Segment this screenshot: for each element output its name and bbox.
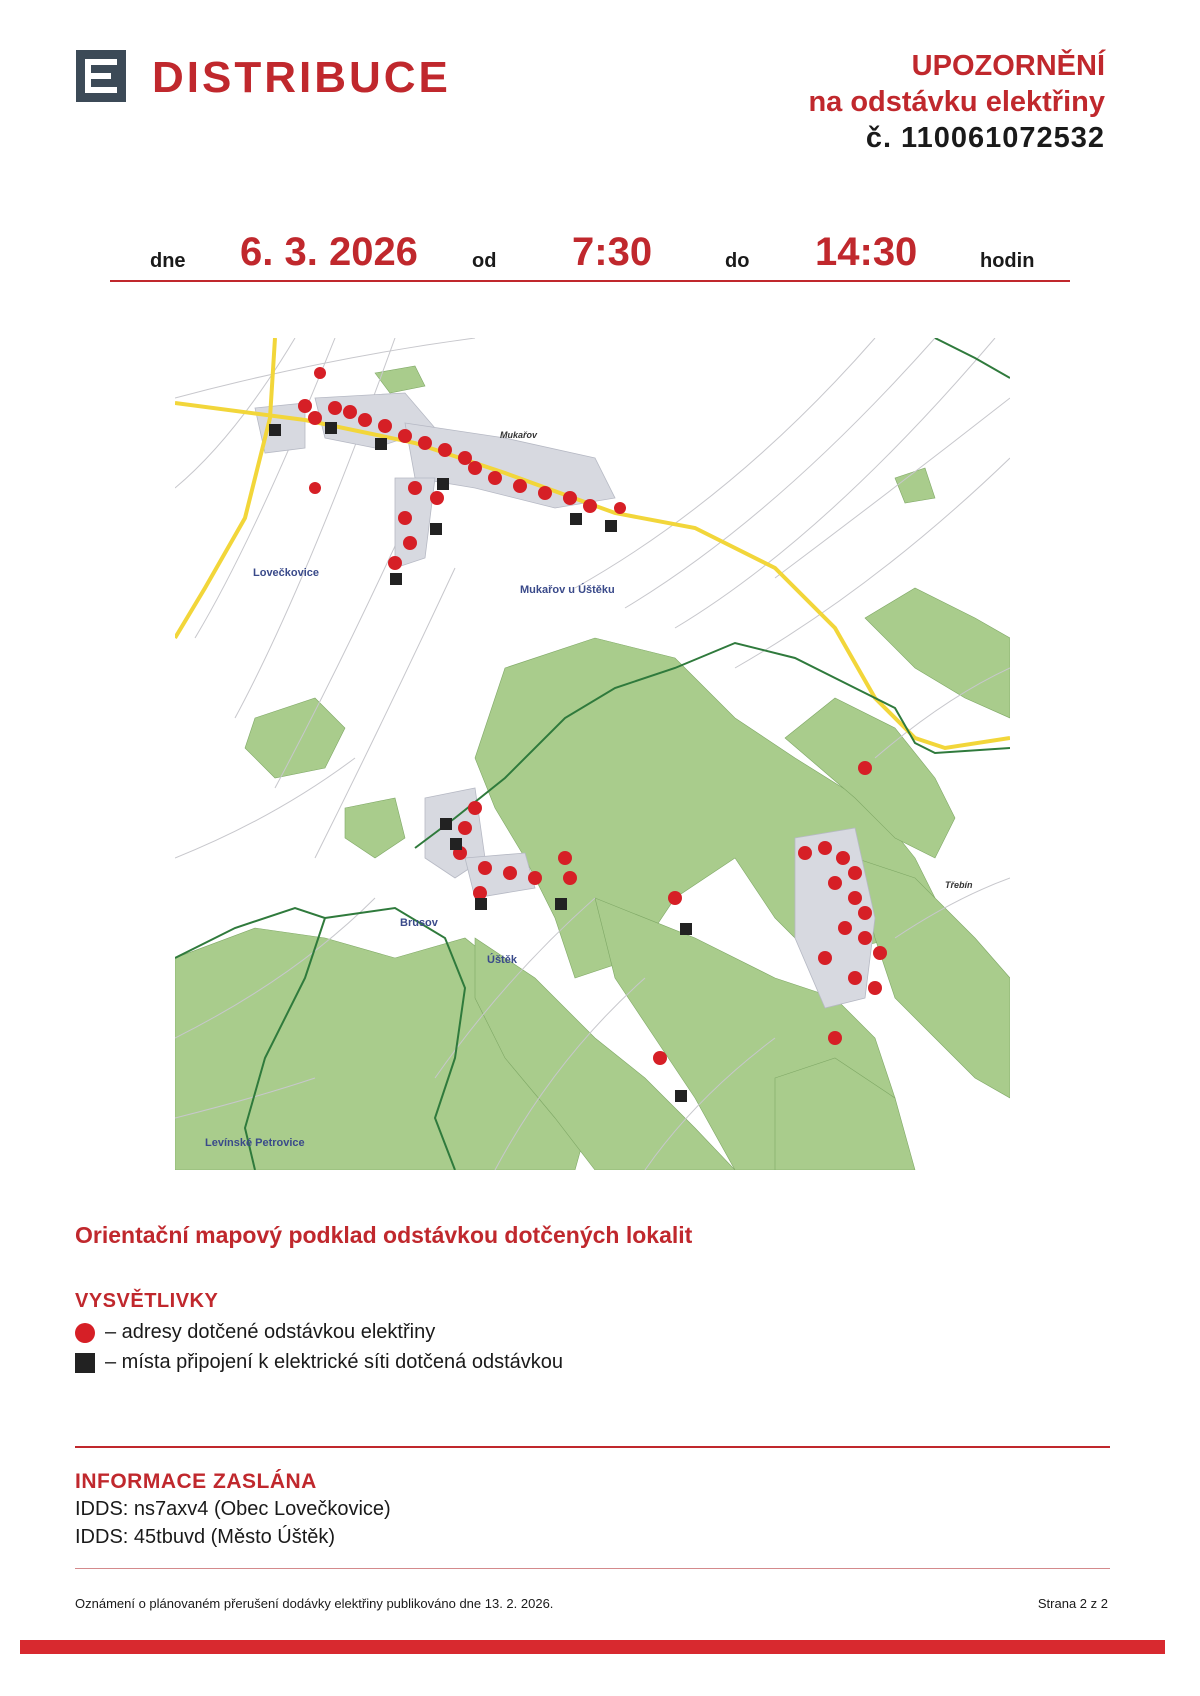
- recipient-line: IDDS: ns7axv4 (Obec Lovečkovice): [75, 1498, 391, 1520]
- notice-number: č. 110061072532: [865, 122, 1105, 154]
- legend-item-address: [75, 1321, 435, 1344]
- place-label: Úštěk: [487, 954, 517, 966]
- to-label: do: [725, 250, 750, 272]
- outage-date: 6. 3. 2026: [240, 230, 418, 274]
- info-title: INFORMACE ZASLÁNA: [75, 1470, 317, 1493]
- place-label: Třebín: [945, 880, 973, 890]
- section-divider: [75, 1446, 1110, 1448]
- map-caption: Orientační mapový podklad odstávkou dotčených lokalit: [75, 1222, 693, 1248]
- legend-item-connection: [75, 1351, 563, 1374]
- legend-label: – místa připojení k elektrické síti dotčená odstávkou: [105, 1351, 564, 1373]
- place-label: Brusov: [400, 917, 438, 929]
- map-canvas: [175, 338, 1010, 1170]
- from-label: od: [472, 250, 497, 272]
- outage-map: [175, 338, 1010, 1170]
- publication-note: Oznámení o plánovaném přerušení dodávky elektřiny publikováno dne 13. 2. 2026.: [75, 1596, 554, 1611]
- outage-end-time: 14:30: [815, 230, 918, 274]
- notice-title: UPOZORNĚNÍ: [911, 50, 1105, 82]
- place-label: Lovečkovice: [253, 567, 320, 579]
- footer-bar: [20, 1640, 1165, 1654]
- outage-start-time: 7:30: [572, 230, 653, 274]
- recipient-line: IDDS: 45tbuvd (Město Úštěk): [75, 1526, 336, 1548]
- place-label: Mukařov u Úštěku: [520, 584, 615, 596]
- date-label: dne: [150, 250, 186, 272]
- connection-point-icon: [75, 1353, 95, 1373]
- legend-title: VYSVĚTLIVKY: [75, 1290, 219, 1312]
- place-label: Mukařov: [500, 430, 538, 440]
- address-dot-icon: [75, 1323, 95, 1343]
- notice-subtitle: na odstávku elektřiny: [808, 86, 1105, 118]
- place-label: Levínské Petrovice: [205, 1137, 305, 1149]
- section-divider: [75, 1568, 1110, 1569]
- brand-name: DISTRIBUCE: [152, 53, 451, 102]
- hours-label: hodin: [980, 250, 1035, 272]
- cez-logo-icon: [76, 50, 126, 102]
- page-number: Strana 2 z 2: [1037, 1596, 1108, 1611]
- date-divider: [110, 280, 1070, 282]
- legend-label: – adresy dotčené odstávkou elektřiny: [105, 1321, 436, 1343]
- notice-heading: [808, 48, 1105, 156]
